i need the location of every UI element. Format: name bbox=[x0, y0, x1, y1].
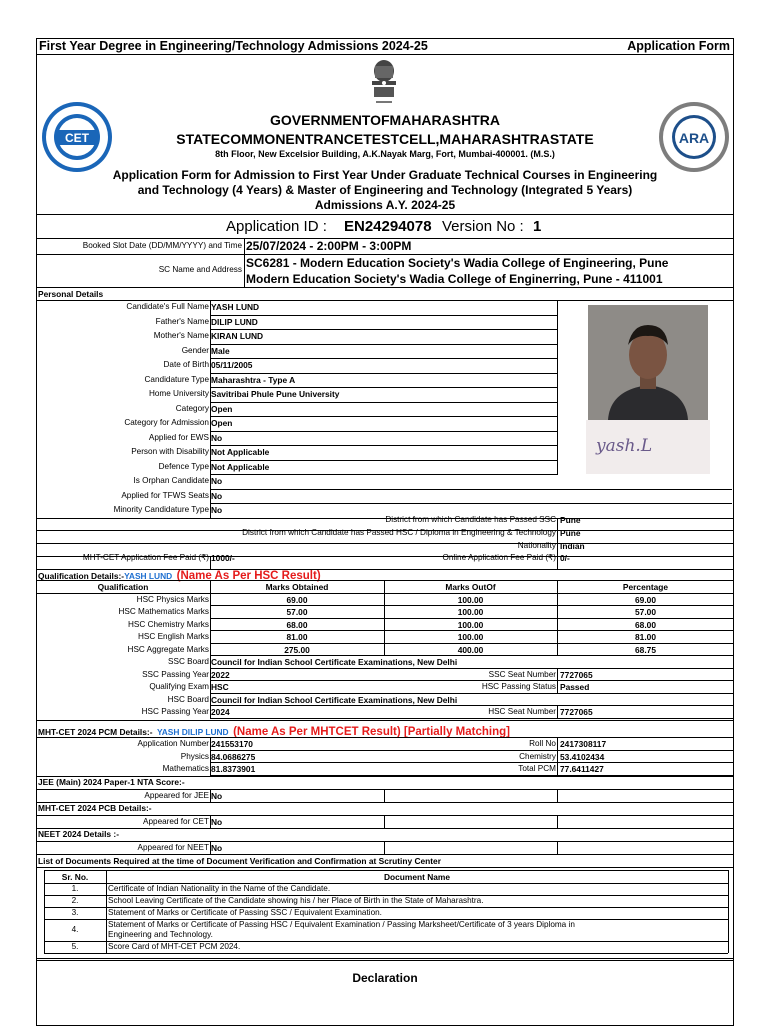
document-sr: 1. bbox=[71, 883, 79, 893]
document-name: Certificate of Indian Nationality in the Name of the Candidate. bbox=[108, 884, 331, 893]
divider bbox=[210, 680, 734, 681]
personal-label: Minority Candidature Type bbox=[113, 505, 209, 514]
mhtcet-value: 81.8373901 bbox=[211, 764, 256, 774]
personal-value: 05/11/2005 bbox=[211, 360, 253, 370]
qualification-cell: 57.00 bbox=[635, 607, 656, 617]
personal-label: Candidate's Full Name bbox=[126, 302, 209, 311]
qualification-value: Council for Indian School Certificate Examinations, New Delhi bbox=[211, 694, 458, 705]
divider bbox=[210, 841, 211, 854]
qualification-header: Qualification bbox=[97, 582, 149, 592]
state-emblem-icon bbox=[364, 58, 404, 108]
cet-logo-icon bbox=[40, 100, 114, 174]
qualification-header: Marks Obtained bbox=[265, 582, 329, 592]
signature-text: yash.L bbox=[596, 436, 653, 456]
jee-title: JEE (Main) 2024 Paper-1 NTA Score:- bbox=[38, 777, 185, 787]
divider bbox=[728, 870, 729, 953]
divider bbox=[210, 618, 734, 619]
application-id-label: Application ID : bbox=[226, 218, 327, 235]
personal-value: No bbox=[211, 476, 223, 486]
qualification-cell: HSC English Marks bbox=[138, 632, 209, 641]
qualification-value: HSC bbox=[211, 682, 229, 692]
divider bbox=[557, 580, 558, 655]
qualification-cell: HSC Aggregate Marks bbox=[127, 644, 209, 654]
personal-value: KIRAN LUND bbox=[211, 331, 264, 341]
divider bbox=[210, 445, 558, 446]
form-top-right: Application Form bbox=[627, 39, 730, 53]
divider bbox=[557, 841, 558, 854]
mhtcet-value: 77.6411427 bbox=[560, 764, 604, 774]
mhtcet-value: 2417308117 bbox=[560, 739, 607, 749]
divider bbox=[44, 870, 45, 953]
divider bbox=[36, 841, 734, 842]
divider bbox=[210, 373, 558, 374]
divider bbox=[210, 416, 558, 417]
qualification-label: SSC Seat Number bbox=[488, 669, 556, 679]
divider bbox=[36, 593, 734, 594]
qualification-value: 2022 bbox=[211, 669, 230, 680]
pcb-label: Appeared for CET bbox=[143, 817, 209, 826]
svg-text:CET: CET bbox=[65, 131, 89, 145]
version-label: Version No : bbox=[442, 218, 524, 235]
form-top-title: First Year Degree in Engineering/Technology Admissions 2024-25 bbox=[39, 39, 428, 53]
qualification-label: Qualifying Exam bbox=[149, 682, 209, 691]
divider bbox=[36, 720, 734, 721]
slot-value: 25/07/2024 - 2:00PM - 3:00PM bbox=[246, 239, 412, 253]
personal-label: Mother's Name bbox=[153, 331, 209, 340]
document-name: Statement of Marks or Certificate of Passing HSC / Equivalent Examination / Passing Marksheet/Certificate of 3 years Diploma in bbox=[108, 920, 575, 929]
divider bbox=[36, 854, 734, 855]
mhtcet-title-row bbox=[38, 722, 728, 736]
qualification-cell: 69.00 bbox=[635, 594, 656, 605]
qualification-cell: 68.75 bbox=[635, 644, 656, 655]
personal-label: Defence Type bbox=[158, 461, 209, 471]
divider bbox=[210, 718, 734, 719]
neet-value: No bbox=[211, 843, 223, 853]
nationality-label: Nationality bbox=[517, 541, 556, 550]
divider bbox=[210, 750, 734, 751]
mhtcet-label: Total PCM bbox=[518, 764, 556, 773]
divider bbox=[210, 693, 734, 694]
qualification-cell: 400.00 bbox=[457, 644, 484, 655]
hsc-district-label: District from which Candidate has Passed HSC / Diploma in Engineering & Technology bbox=[242, 528, 556, 537]
ara-logo-icon bbox=[657, 100, 731, 174]
personal-value: No bbox=[211, 490, 223, 501]
document-name: Score Card of MHT-CET PCM 2024. bbox=[108, 942, 241, 951]
qualification-cell: 275.00 bbox=[284, 644, 310, 655]
divider bbox=[36, 543, 734, 544]
qualification-cell: 81.00 bbox=[635, 632, 656, 642]
ssc-district-value: Pune bbox=[560, 515, 581, 525]
personal-label: Is Orphan Candidate bbox=[133, 476, 209, 485]
qualification-cell: HSC Mathematics Marks bbox=[118, 607, 209, 616]
divider bbox=[210, 402, 558, 403]
mhtcet-value: 241553170 bbox=[211, 739, 253, 749]
ssc-district-label: District from which Candidate has Passed SSC bbox=[385, 515, 556, 524]
documents-col-name: Document Name bbox=[383, 872, 451, 882]
application-id-row bbox=[36, 215, 734, 237]
fee-value: 1000/- bbox=[211, 553, 235, 563]
cell-address: 8th Floor, New Excelsior Building, A.K.Nayak Marg, Fort, Mumbai-400001. (M.S.) bbox=[215, 149, 555, 159]
divider bbox=[210, 358, 558, 359]
qualification-title: Qualification Details:- bbox=[38, 571, 125, 581]
personal-label: Candidature Type bbox=[144, 374, 209, 384]
divider bbox=[44, 870, 728, 871]
divider bbox=[210, 789, 211, 802]
form-title-line3: Admissions A.Y. 2024-25 bbox=[314, 198, 456, 212]
divider bbox=[36, 737, 734, 738]
qualification-value: Council for Indian School Certificate Examinations, New Delhi bbox=[211, 657, 458, 667]
qualification-label: HSC Passing Status bbox=[481, 682, 556, 691]
divider bbox=[210, 431, 558, 432]
mhtcet-label: Roll No bbox=[529, 739, 556, 748]
qualification-label: HSC Board bbox=[167, 694, 209, 704]
qualification-header: Percentage bbox=[622, 582, 669, 592]
neet-title: NEET 2024 Details :- bbox=[38, 829, 119, 839]
qualification-cell: HSC Physics Marks bbox=[136, 594, 209, 604]
personal-label: Category for Admission bbox=[124, 418, 209, 427]
jee-value: No bbox=[211, 791, 223, 801]
divider bbox=[557, 680, 558, 693]
nationality-value: Indian bbox=[560, 541, 585, 551]
mhtcet-label: Mathematics bbox=[162, 764, 209, 773]
qualification-title-row bbox=[38, 566, 728, 580]
personal-label: Date of Birth bbox=[163, 360, 209, 369]
divider bbox=[557, 737, 558, 775]
mhtcet-note: (Name As Per MHTCET Result) [Partially Matching] bbox=[233, 726, 510, 738]
qualification-cell: 100.00 bbox=[457, 607, 484, 617]
divider bbox=[210, 655, 211, 718]
qualification-cell: 69.00 bbox=[286, 594, 308, 605]
divider bbox=[210, 300, 211, 518]
sc-label: SC Name and Address bbox=[158, 265, 242, 274]
document-sr: 3. bbox=[71, 907, 79, 917]
personal-label: Person with Disability bbox=[131, 447, 209, 456]
qualification-name: YASH LUND bbox=[124, 571, 173, 581]
divider bbox=[384, 580, 385, 655]
divider bbox=[210, 630, 734, 631]
divider bbox=[36, 867, 734, 868]
qualification-value: 7727065 bbox=[560, 707, 593, 717]
divider bbox=[557, 668, 558, 681]
fee-label: MHT-CET Application Fee Paid (₹) bbox=[82, 553, 209, 562]
divider bbox=[210, 503, 732, 504]
divider bbox=[210, 737, 211, 775]
document-sr: 4. bbox=[71, 924, 79, 934]
divider bbox=[210, 489, 732, 490]
divider bbox=[36, 815, 734, 816]
divider bbox=[557, 815, 558, 828]
gov-title: GOVERNMENTOFMAHARASHTRA bbox=[270, 112, 500, 128]
qualification-cell: HSC Chemistry Marks bbox=[128, 619, 209, 629]
personal-label: Applied for TFWS Seats bbox=[121, 490, 209, 500]
qualification-cell: 100.00 bbox=[457, 619, 484, 630]
qualification-label: HSC Seat Number bbox=[488, 707, 556, 716]
document-sr: 5. bbox=[71, 941, 79, 951]
divider bbox=[384, 841, 385, 854]
personal-value: Not Applicable bbox=[211, 461, 270, 472]
divider bbox=[36, 580, 734, 581]
qualification-label: SSC Passing Year bbox=[142, 669, 209, 679]
personal-value: Male bbox=[211, 345, 230, 356]
document-sr: 2. bbox=[71, 895, 79, 905]
candidate-signature bbox=[586, 420, 710, 474]
personal-value: Not Applicable bbox=[211, 447, 270, 457]
qualification-cell: 57.00 bbox=[286, 607, 308, 617]
application-id-value: EN24294078 bbox=[344, 218, 432, 235]
pcb-title: MHT-CET 2024 PCB Details:- bbox=[38, 803, 152, 813]
divider bbox=[210, 762, 734, 763]
neet-label: Appeared for NEET bbox=[137, 843, 209, 852]
divider bbox=[210, 329, 558, 330]
divider bbox=[557, 518, 558, 570]
cell-title: STATECOMMONENTRANCETESTCELL,MAHARASHTRASTATE bbox=[176, 131, 594, 147]
form-title-line1: Application Form for Admission to First Year Under Graduate Technical Courses in Engineering bbox=[112, 168, 658, 182]
personal-label: Home University bbox=[148, 389, 209, 398]
qualification-label: SSC Board bbox=[168, 657, 209, 666]
divider bbox=[210, 474, 558, 475]
divider bbox=[210, 460, 558, 461]
divider bbox=[557, 300, 558, 474]
divider bbox=[210, 580, 211, 655]
qualification-header: Marks OutOf bbox=[445, 582, 496, 592]
divider bbox=[384, 789, 385, 802]
divider bbox=[36, 828, 734, 829]
hsc-district-value: Pune bbox=[560, 528, 581, 538]
qualification-cell: 68.00 bbox=[286, 619, 308, 630]
divider bbox=[210, 643, 734, 644]
mhtcet-label: Application Number bbox=[137, 739, 209, 748]
qualification-cell: 68.00 bbox=[635, 619, 656, 630]
documents-title: List of Documents Required at the time of Document Verification and Confirmation at Scrutiny Center bbox=[38, 856, 441, 866]
documents-col-sr: Sr. No. bbox=[61, 872, 89, 882]
qualification-note: (Name As Per HSC Result) bbox=[176, 570, 321, 582]
qualification-value: Passed bbox=[560, 682, 590, 692]
qualification-label: HSC Passing Year bbox=[141, 707, 209, 716]
document-name: School Leaving Certificate of the Candidate showing his / her Place of Birth in the State of Maharashtra. bbox=[108, 896, 484, 905]
divider bbox=[384, 815, 385, 828]
sc-line2: Modern Education Society's Wadia College of Enginerring, Pune - 411001 bbox=[246, 272, 663, 286]
document-name-cont: Engineering and Technology. bbox=[108, 930, 213, 939]
divider bbox=[106, 870, 107, 953]
personal-value: No bbox=[211, 432, 223, 443]
personal-label: Father's Name bbox=[155, 316, 209, 326]
personal-label: Gender bbox=[181, 345, 209, 355]
slot-label: Booked Slot Date (DD/MM/YYYY) and Time bbox=[82, 241, 242, 250]
divider bbox=[557, 789, 558, 802]
qualification-cell: 100.00 bbox=[457, 594, 484, 605]
personal-value: YASH LUND bbox=[211, 302, 260, 312]
personal-value: Open bbox=[211, 418, 233, 428]
divider bbox=[36, 958, 734, 959]
version-value: 1 bbox=[533, 218, 542, 235]
personal-value: Maharashtra - Type A bbox=[211, 374, 296, 385]
online-fee-value: 0/- bbox=[560, 553, 570, 563]
personal-label: Applied for EWS bbox=[148, 432, 209, 442]
personal-value: No bbox=[211, 505, 223, 515]
candidate-photo bbox=[588, 305, 708, 420]
divider bbox=[210, 705, 734, 706]
personal-value: Savitribai Phule Pune University bbox=[211, 389, 340, 399]
sc-line1: SC6281 - Modern Education Society's Wadia College of Engineering, Pune bbox=[246, 256, 669, 270]
qualification-cell: 100.00 bbox=[457, 632, 484, 642]
divider bbox=[44, 953, 728, 954]
personal-value: DILIP LUND bbox=[211, 316, 258, 327]
divider bbox=[210, 815, 211, 828]
divider bbox=[210, 344, 558, 345]
divider bbox=[210, 655, 734, 656]
jee-label: Appeared for JEE bbox=[144, 791, 209, 800]
divider bbox=[210, 605, 734, 606]
personal-value: Open bbox=[211, 403, 233, 414]
form-title-line2: and Technology (4 Years) & Master of Engineering and Technology (Integrated 5 Years) bbox=[137, 183, 633, 197]
mhtcet-label: Physics bbox=[180, 751, 209, 761]
qualification-value: 2024 bbox=[211, 707, 230, 717]
divider bbox=[36, 789, 734, 790]
divider bbox=[210, 668, 734, 669]
online-fee-label: Online Application Fee Paid (₹) bbox=[442, 553, 556, 562]
mhtcet-label: Chemistry bbox=[519, 751, 556, 761]
qualification-cell: 81.00 bbox=[286, 632, 308, 642]
mhtcet-title: MHT-CET 2024 PCM Details:- bbox=[38, 727, 153, 737]
svg-text:ARA: ARA bbox=[678, 130, 710, 146]
divider bbox=[36, 960, 734, 961]
personal-title: Personal Details bbox=[38, 289, 104, 299]
mhtcet-value: 53.4102434 bbox=[560, 751, 605, 762]
mhtcet-name: YASH DILIP LUND bbox=[156, 727, 229, 737]
qualification-value: 7727065 bbox=[560, 669, 593, 680]
pcb-value: No bbox=[211, 817, 223, 827]
personal-label: Category bbox=[175, 403, 209, 413]
divider bbox=[210, 315, 558, 316]
document-name: Statement of Marks or Certificate of Passing SSC / Equivalent Examination. bbox=[108, 908, 382, 917]
declaration-title: Declaration bbox=[352, 971, 418, 985]
mhtcet-value: 84.0686275 bbox=[211, 751, 256, 762]
divider bbox=[210, 387, 558, 388]
divider bbox=[557, 705, 558, 718]
